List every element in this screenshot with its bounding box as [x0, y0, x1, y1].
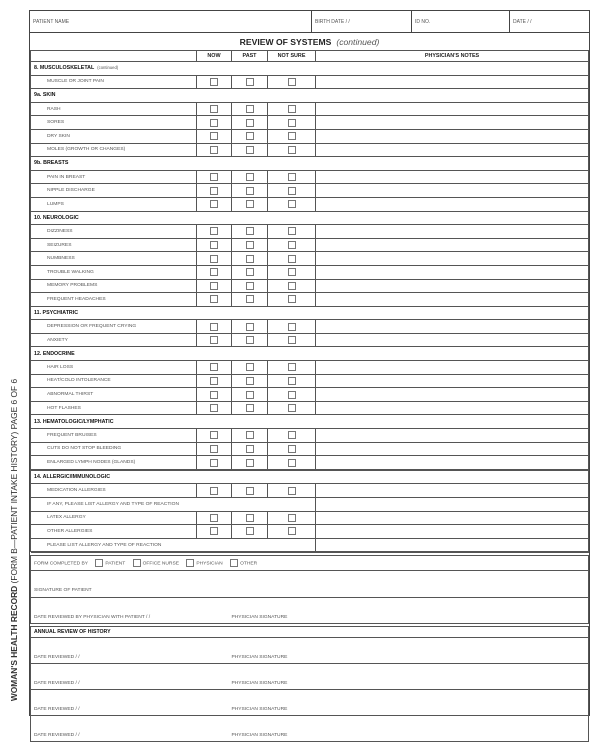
now-cell	[197, 456, 232, 470]
physician-note-cell[interactable]	[316, 102, 589, 116]
section-header	[31, 306, 589, 320]
option-label: PHYSICIAN	[196, 561, 223, 567]
now-checkbox[interactable]	[210, 295, 218, 303]
symptom-label: MUSCLE OR JOINT PAIN	[31, 75, 197, 89]
section-title	[31, 157, 589, 171]
section-title-text: 11. PSYCHIATRIC	[34, 309, 79, 316]
patient-signature-field[interactable]: SIGNATURE OF PATIENT	[31, 571, 589, 598]
not-sure-checkbox[interactable]	[288, 377, 296, 385]
not-sure-checkbox[interactable]	[288, 282, 296, 290]
now-checkbox[interactable]	[210, 404, 218, 412]
physician-note-cell[interactable]	[316, 143, 589, 157]
past-cell	[232, 238, 268, 252]
past-cell	[232, 320, 268, 334]
not-sure-checkbox[interactable]	[288, 241, 296, 249]
now-checkbox[interactable]	[210, 431, 218, 439]
not-sure-cell	[268, 279, 316, 293]
physician-note-cell[interactable]	[316, 401, 589, 415]
not-sure-cell	[268, 184, 316, 198]
now-checkbox[interactable]	[210, 527, 218, 535]
form-completed-by-row	[31, 556, 589, 571]
now-cell	[197, 225, 232, 239]
allergy-list-field[interactable]: IF ANY, PLEASE LIST ALLERGY AND TYPE OF REACTION	[31, 498, 316, 512]
past-checkbox[interactable]	[246, 132, 254, 140]
not-sure-cell	[268, 388, 316, 402]
symptom-label: FREQUENT HEADACHES	[31, 293, 197, 307]
symptom-row	[31, 320, 589, 334]
now-checkbox[interactable]	[210, 459, 218, 467]
column-header-row	[31, 51, 589, 62]
physician-note-cell[interactable]	[316, 456, 589, 470]
past-checkbox[interactable]	[246, 487, 254, 495]
symptom-label: TROUBLE WALKING	[31, 265, 197, 279]
now-checkbox[interactable]	[210, 282, 218, 290]
past-checkbox[interactable]	[246, 119, 254, 127]
past-cell	[232, 252, 268, 266]
not-sure-checkbox[interactable]	[288, 227, 296, 235]
symptom-row	[31, 333, 589, 347]
section-header	[31, 157, 589, 171]
symptom-row	[31, 75, 589, 89]
not-sure-checkbox[interactable]	[288, 268, 296, 276]
not-sure-checkbox[interactable]	[288, 105, 296, 113]
past-checkbox[interactable]	[246, 268, 254, 276]
date-reviewed-field[interactable]: DATE REVIEWED / /	[31, 664, 229, 690]
not-sure-cell	[268, 225, 316, 239]
past-cell	[232, 401, 268, 415]
past-cell	[232, 225, 268, 239]
not-sure-cell	[268, 456, 316, 470]
symptom-row	[31, 184, 589, 198]
physician-checkbox[interactable]	[186, 559, 194, 567]
symptom-row	[31, 252, 589, 266]
symptom-row	[31, 225, 589, 239]
past-cell	[232, 116, 268, 130]
physician-note-cell[interactable]	[316, 116, 589, 130]
now-cell	[197, 252, 232, 266]
symptom-label: DIZZINESS	[31, 225, 197, 239]
now-checkbox[interactable]	[210, 391, 218, 399]
not-sure-cell	[268, 252, 316, 266]
symptom-label: HEAT/COLD INTOLERANCE	[31, 374, 197, 388]
form-completed-by	[31, 556, 589, 571]
symptom-label: ENLARGED LYMPH NODES (GLANDS)	[31, 456, 197, 470]
now-cell	[197, 279, 232, 293]
not-sure-checkbox[interactable]	[288, 173, 296, 181]
past-cell	[232, 442, 268, 456]
now-checkbox[interactable]	[210, 200, 218, 208]
past-cell	[232, 374, 268, 388]
physician-note-cell[interactable]	[316, 265, 589, 279]
symptom-label: PAIN IN BREAST	[31, 170, 197, 184]
now-cell	[197, 374, 232, 388]
physician-note-cell[interactable]	[316, 388, 589, 402]
section-header	[31, 62, 589, 76]
past-cell	[232, 102, 268, 116]
section-header	[31, 347, 589, 361]
past-checkbox[interactable]	[246, 391, 254, 399]
not-sure-cell	[268, 374, 316, 388]
option-label: OFFICE NURSE	[142, 561, 179, 567]
section-header	[31, 470, 589, 484]
now-checkbox[interactable]	[210, 487, 218, 495]
section-subtitle: (continued)	[97, 65, 119, 71]
physician-note-cell[interactable]	[316, 484, 589, 498]
now-checkbox[interactable]	[210, 146, 218, 154]
section-title	[31, 415, 589, 429]
section-title	[31, 211, 589, 225]
past-cell	[232, 333, 268, 347]
patient-name-field[interactable]: PATIENT NAME	[30, 11, 312, 32]
symptom-label: SORES	[31, 116, 197, 130]
physician-note-cell[interactable]	[316, 197, 589, 211]
symptom-label: DRY SKIN	[31, 129, 197, 143]
not-sure-checkbox[interactable]	[288, 78, 296, 86]
review-of-systems-table	[30, 50, 589, 470]
now-cell	[197, 429, 232, 443]
page-title: REVIEW OF SYSTEMS (continued)	[239, 37, 380, 47]
now-cell	[197, 75, 232, 89]
symptom-label: DEPRESSION OR FREQUENT CRYING	[31, 320, 197, 334]
past-checkbox[interactable]	[246, 323, 254, 331]
past-cell	[232, 361, 268, 375]
review-of-systems-form	[29, 10, 590, 739]
symptom-row	[31, 442, 589, 456]
past-checkbox[interactable]	[246, 377, 254, 385]
symptom-label: LATEX ALLERGY	[31, 511, 197, 525]
past-cell	[232, 197, 268, 211]
now-cell	[197, 143, 232, 157]
now-checkbox[interactable]	[210, 187, 218, 195]
physician-note-cell[interactable]	[316, 170, 589, 184]
now-cell	[197, 401, 232, 415]
physician-signature-field[interactable]: PHYSICIAN SIGNATURE	[229, 690, 589, 716]
past-checkbox[interactable]	[246, 404, 254, 412]
allergy-list-row	[31, 498, 589, 512]
not-sure-cell	[268, 429, 316, 443]
other-checkbox[interactable]	[230, 559, 238, 567]
now-checkbox[interactable]	[210, 514, 218, 522]
section-title-text: 10. NEUROLOGIC	[34, 214, 79, 221]
past-checkbox[interactable]	[246, 336, 254, 344]
symptom-label: ABNORMAL THIRST	[31, 388, 197, 402]
symptom-row	[31, 525, 589, 539]
date-reviewed-field[interactable]: DATE REVIEWED / /	[31, 638, 229, 664]
not-sure-cell	[268, 401, 316, 415]
symptom-label: HAIR LOSS	[31, 361, 197, 375]
not-sure-cell	[268, 143, 316, 157]
now-checkbox[interactable]	[210, 105, 218, 113]
physician-note-cell[interactable]	[316, 498, 589, 512]
now-cell	[197, 293, 232, 307]
id-number-field[interactable]: ID NO.	[412, 11, 510, 32]
symptom-label: SEIZURES	[31, 238, 197, 252]
not-sure-checkbox[interactable]	[288, 514, 296, 522]
past-checkbox[interactable]	[246, 187, 254, 195]
physician-note-cell[interactable]	[316, 525, 589, 539]
not-sure-checkbox[interactable]	[288, 295, 296, 303]
symptom-label: ANXIETY	[31, 333, 197, 347]
symptom-row	[31, 279, 589, 293]
symptom-row	[31, 238, 589, 252]
now-cell	[197, 238, 232, 252]
allergic-table	[30, 470, 589, 553]
not-sure-checkbox[interactable]	[288, 336, 296, 344]
physician-note-cell[interactable]	[316, 279, 589, 293]
date-field[interactable]: DATE / /	[513, 19, 532, 25]
section-header	[31, 89, 589, 103]
physician-note-cell[interactable]	[316, 75, 589, 89]
symptom-row	[31, 143, 589, 157]
symptom-label: MEMORY PROBLEMS	[31, 279, 197, 293]
section-title	[31, 62, 589, 76]
now-cell	[197, 197, 232, 211]
past-checkbox[interactable]	[246, 200, 254, 208]
blank-header	[31, 51, 197, 62]
section-title	[31, 89, 589, 103]
not-sure-checkbox[interactable]	[288, 132, 296, 140]
date-reviewed-field[interactable]: DATE REVIEWED / /	[31, 690, 229, 716]
past-cell	[232, 456, 268, 470]
now-cell	[197, 102, 232, 116]
not-sure-cell	[268, 116, 316, 130]
not-sure-cell	[268, 265, 316, 279]
past-checkbox[interactable]	[246, 282, 254, 290]
now-cell	[197, 129, 232, 143]
past-cell	[232, 129, 268, 143]
physician-signature-field[interactable]: PHYSICIAN SIGNATURE	[229, 638, 589, 664]
now-cell	[197, 442, 232, 456]
symptom-row	[31, 388, 589, 402]
form-completed-by-label: FORM COMPLETED BY	[34, 561, 88, 567]
past-cell	[232, 429, 268, 443]
section-title-text: 9b. BREASTS	[34, 160, 69, 167]
physician-note-cell[interactable]	[316, 361, 589, 375]
symptom-row	[31, 197, 589, 211]
symptom-row	[31, 484, 589, 498]
section-title-text: 9a. SKIN	[34, 92, 56, 99]
now-checkbox[interactable]	[210, 363, 218, 371]
symptom-label: RASH	[31, 102, 197, 116]
now-cell	[197, 361, 232, 375]
physician-note-cell[interactable]	[316, 511, 589, 525]
form-side-label: WOMAN'S HEALTH RECORD (FORM B—PATIENT INTAKE HISTORY) PAGE 6 OF 6	[9, 378, 19, 702]
past-checkbox[interactable]	[246, 255, 254, 263]
physician-note-cell[interactable]	[316, 225, 589, 239]
past-checkbox[interactable]	[246, 146, 254, 154]
symptom-label: MEDICATION ALLERGIES	[31, 484, 197, 498]
symptom-row	[31, 401, 589, 415]
not-sure-cell	[268, 442, 316, 456]
completion-table	[30, 552, 589, 742]
birth-date-field[interactable]: BIRTH DATE / /	[312, 11, 412, 32]
physician-note-cell[interactable]	[316, 252, 589, 266]
now-cell	[197, 320, 232, 334]
not-sure-checkbox[interactable]	[288, 187, 296, 195]
option-label: PATIENT	[105, 561, 126, 567]
not-sure-checkbox[interactable]	[288, 487, 296, 495]
physician-note-cell[interactable]	[316, 320, 589, 334]
not-sure-cell	[268, 320, 316, 334]
not-sure-cell	[268, 293, 316, 307]
past-checkbox[interactable]	[246, 105, 254, 113]
patient-header	[30, 11, 589, 33]
past-cell	[232, 265, 268, 279]
allergy-list-row	[31, 538, 589, 552]
not-sure-cell	[268, 361, 316, 375]
not-sure-cell	[268, 333, 316, 347]
not-sure-cell	[268, 238, 316, 252]
not-sure-checkbox[interactable]	[288, 404, 296, 412]
now-cell	[197, 170, 232, 184]
physician-note-cell[interactable]	[316, 184, 589, 198]
symptom-row	[31, 116, 589, 130]
not-sure-checkbox[interactable]	[288, 459, 296, 467]
past-checkbox[interactable]	[246, 431, 254, 439]
not-sure-checkbox[interactable]	[288, 445, 296, 453]
not-sure-cell	[268, 170, 316, 184]
past-checkbox[interactable]	[246, 363, 254, 371]
past-cell	[232, 75, 268, 89]
now-checkbox[interactable]	[210, 377, 218, 385]
not-sure-checkbox[interactable]	[288, 391, 296, 399]
symptom-row	[31, 265, 589, 279]
symptom-label: NUMBNESS	[31, 252, 197, 266]
side-margin	[0, 0, 28, 719]
past-checkbox[interactable]	[246, 78, 254, 86]
not-sure-cell	[268, 75, 316, 89]
physician-signature-field[interactable]: PHYSICIAN SIGNATURE	[229, 716, 589, 742]
now-checkbox[interactable]	[210, 241, 218, 249]
physician-note-cell[interactable]	[316, 293, 589, 307]
past-cell	[232, 143, 268, 157]
section-title-text: 13. HEMATOLOGIC/LYMPHATIC	[34, 418, 114, 425]
symptom-label: HOT FLASHES	[31, 401, 197, 415]
section-title-allergic: 14. ALLERGIC/IMMUNOLOGIC	[31, 470, 589, 484]
office-nurse-checkbox[interactable]	[133, 559, 141, 567]
symptom-row	[31, 129, 589, 143]
not-sure-cell	[268, 197, 316, 211]
symptom-row	[31, 456, 589, 470]
not-sure-checkbox[interactable]	[288, 431, 296, 439]
section-title-text: 12. ENDOCRINE	[34, 350, 75, 357]
not-sure-checkbox[interactable]	[288, 146, 296, 154]
physician-signature-field[interactable]: PHYSICIAN SIGNATURE	[229, 598, 589, 624]
symptom-label: CUTS DO NOT STOP BLEEDING	[31, 442, 197, 456]
past-checkbox[interactable]	[246, 514, 254, 522]
symptom-label: LUMPS	[31, 197, 197, 211]
now-checkbox[interactable]	[210, 119, 218, 127]
section-header	[31, 211, 589, 225]
past-cell	[232, 170, 268, 184]
symptom-label: OTHER ALLERGIES	[31, 525, 197, 539]
symptom-row	[31, 170, 589, 184]
past-checkbox[interactable]	[246, 241, 254, 249]
past-cell	[232, 279, 268, 293]
physician-signature-field[interactable]: PHYSICIAN SIGNATURE	[229, 664, 589, 690]
symptom-label: FREQUENT BRUISES	[31, 429, 197, 443]
section-header	[31, 415, 589, 429]
not-sure-checkbox[interactable]	[288, 527, 296, 535]
physician-note-cell[interactable]	[316, 442, 589, 456]
symptom-label: NIPPLE DISCHARGE	[31, 184, 197, 198]
now-checkbox[interactable]	[210, 336, 218, 344]
physician-note-cell[interactable]	[316, 538, 589, 552]
now-cell	[197, 184, 232, 198]
symptom-row	[31, 102, 589, 116]
past-checkbox[interactable]	[246, 445, 254, 453]
physician-note-cell[interactable]	[316, 333, 589, 347]
past-checkbox[interactable]	[246, 527, 254, 535]
not-sure-checkbox[interactable]	[288, 119, 296, 127]
date-reviewed-field[interactable]: DATE REVIEWED / /	[31, 716, 229, 742]
col-physician-notes: PHYSICIAN'S NOTES	[316, 51, 589, 62]
patient-checkbox[interactable]	[95, 559, 103, 567]
now-cell	[197, 333, 232, 347]
physician-note-cell[interactable]	[316, 374, 589, 388]
not-sure-checkbox[interactable]	[288, 200, 296, 208]
section-title-text: 8. MUSCULOSKELETAL	[34, 65, 95, 72]
col-not-sure: NOT SURE	[268, 51, 316, 62]
not-sure-cell	[268, 129, 316, 143]
past-checkbox[interactable]	[246, 227, 254, 235]
now-cell	[197, 388, 232, 402]
now-cell	[197, 116, 232, 130]
col-past: PAST	[232, 51, 268, 62]
col-now: NOW	[197, 51, 232, 62]
section-title	[31, 347, 589, 361]
past-cell	[232, 184, 268, 198]
now-checkbox[interactable]	[210, 227, 218, 235]
now-checkbox[interactable]	[210, 323, 218, 331]
physician-note-cell[interactable]	[316, 238, 589, 252]
now-checkbox[interactable]	[210, 255, 218, 263]
symptom-row	[31, 429, 589, 443]
past-cell	[232, 293, 268, 307]
past-cell	[232, 388, 268, 402]
now-checkbox[interactable]	[210, 173, 218, 181]
now-checkbox[interactable]	[210, 78, 218, 86]
past-checkbox[interactable]	[246, 295, 254, 303]
symptom-row	[31, 374, 589, 388]
not-sure-cell	[268, 102, 316, 116]
date-reviewed-with-patient-field[interactable]: DATE REVIEWED BY PHYSICIAN WITH PATIENT / /	[31, 598, 229, 624]
past-checkbox[interactable]	[246, 459, 254, 467]
now-checkbox[interactable]	[210, 268, 218, 276]
physician-note-cell[interactable]	[316, 429, 589, 443]
not-sure-checkbox[interactable]	[288, 363, 296, 371]
past-checkbox[interactable]	[246, 173, 254, 181]
not-sure-checkbox[interactable]	[288, 323, 296, 331]
physician-note-cell[interactable]	[316, 129, 589, 143]
now-checkbox[interactable]	[210, 132, 218, 140]
now-cell	[197, 265, 232, 279]
symptom-row	[31, 293, 589, 307]
symptom-row	[31, 361, 589, 375]
symptom-label: MOLES (GROWTH OR CHANGES)	[31, 143, 197, 157]
option-label: OTHER	[240, 561, 258, 567]
allergy-list-field[interactable]: PLEASE LIST ALLERGY AND TYPE OF REACTION	[31, 538, 316, 552]
now-checkbox[interactable]	[210, 445, 218, 453]
section-title	[31, 306, 589, 320]
annual-review-title: ANNUAL REVIEW OF HISTORY	[31, 627, 589, 638]
symptom-row	[31, 511, 589, 525]
not-sure-checkbox[interactable]	[288, 255, 296, 263]
